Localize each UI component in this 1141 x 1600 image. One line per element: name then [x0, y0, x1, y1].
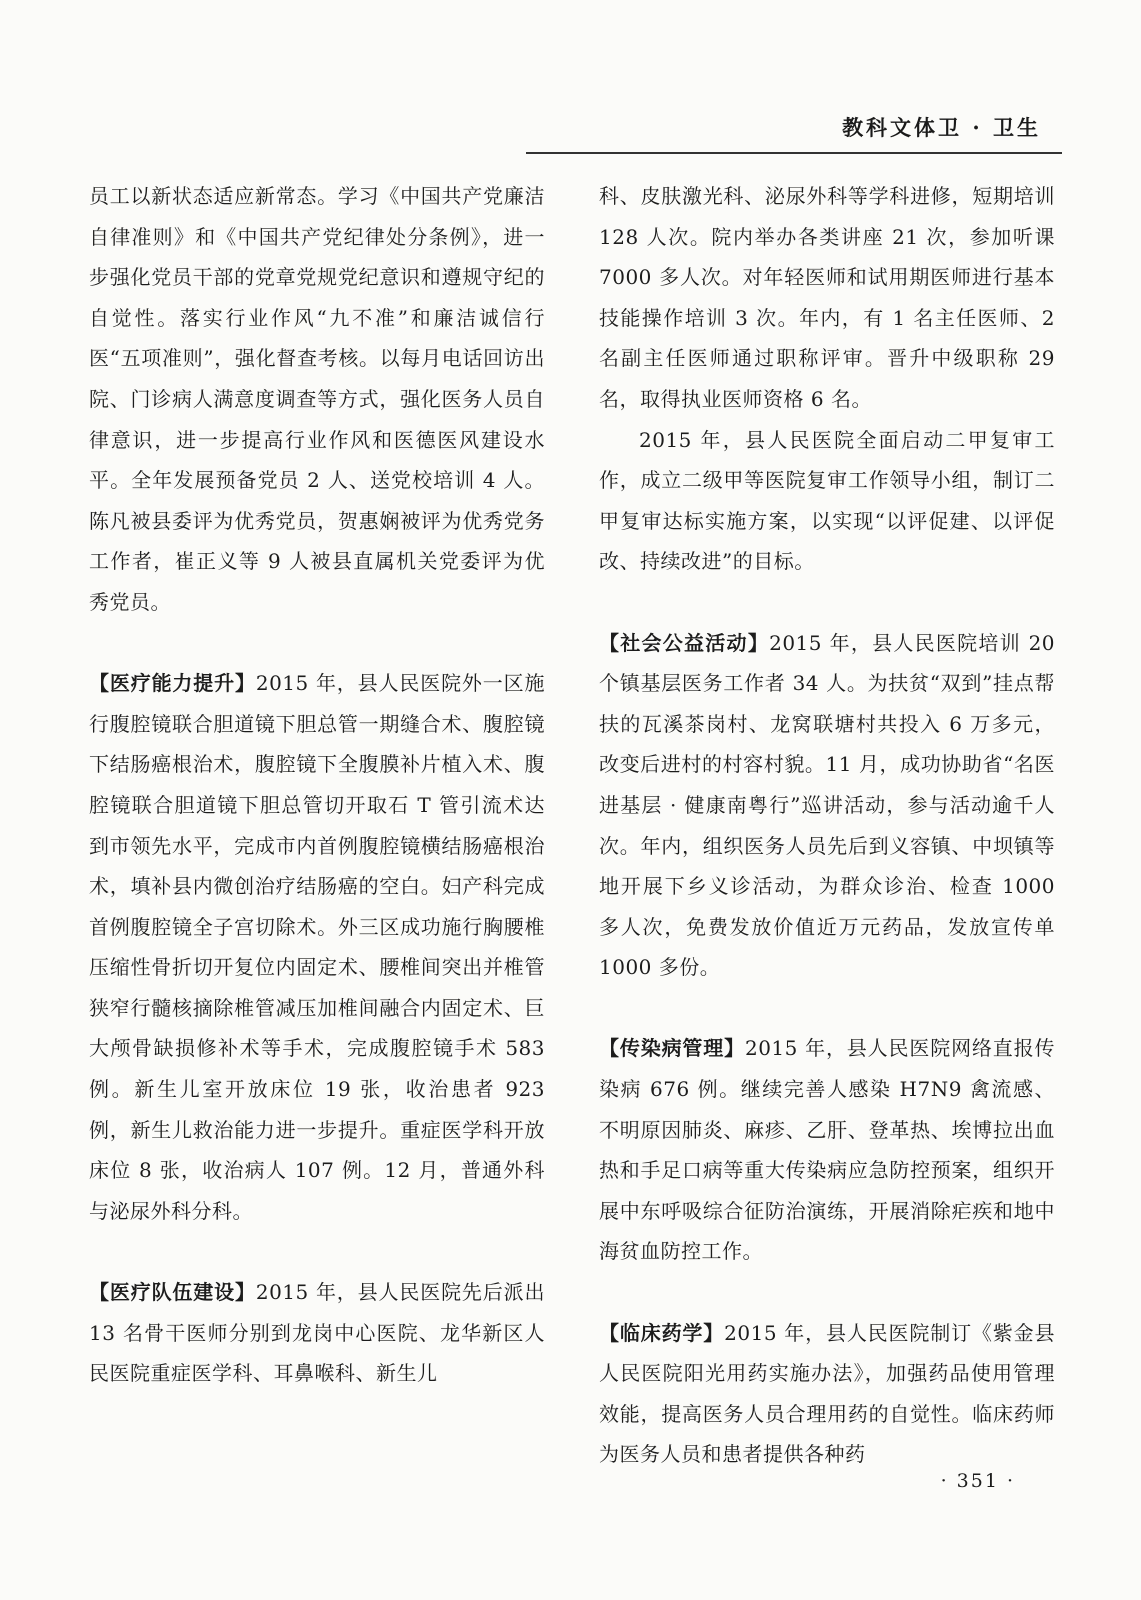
- section-gap: [599, 1272, 1055, 1313]
- section-text-medical-capability: 2015 年，县人民医院外一区施行腹腔镜联合胆道镜下胆总管一期缝合术、腹腔镜下结肠癌根治术，腹腔镜下全腹膜补片植入术、腹腔镜联合胆道镜下胆总管切开取石 T 管引流术达到市领先水平，完成市内首例腹腔镜横结肠癌根治术，填补县内微创治疗结肠癌的空白。妇产科完成首例腹腔镜全子宫切除术。外三区成功施行胸腰椎压缩性骨折切开复位内固定术、腰椎间突出并椎管狭窄行髓核摘除椎管减压加椎间融合内固定术、巨大颅骨缺损修补术等手术，完成腹腔镜手术 583 例。新生儿室开放床位 19 张，收治患者 923 例，新生儿救治能力进一步提升。重症医学科开放床位 8 张，收治病人 107 例。12 月，普通外科与泌尿外科分科。: [89, 671, 545, 1223]
- section-gap: [89, 623, 545, 664]
- right-column: [599, 176, 1055, 1475]
- section-gap: [599, 988, 1055, 1029]
- section-heading-public-welfare: 【社会公益活动】: [599, 630, 770, 655]
- section-heading-medical-team: 【医疗队伍建设】: [89, 1280, 256, 1305]
- left-column: [89, 176, 545, 1394]
- section-heading-clinical-pharmacy: 【临床药学】: [599, 1320, 725, 1345]
- section-heading-medical-capability: 【医疗能力提升】: [89, 671, 256, 696]
- running-head: 教科文体卫 · 卫生: [842, 115, 1041, 140]
- section-infectious-disease: [599, 1028, 1055, 1272]
- header-rule: [526, 152, 1062, 154]
- section-text-clinical-pharmacy: 2015 年，县人民医院制订《紫金县人民医院阳光用药实施办法》，加强药品使用管理效能，提高医务人员合理用药的自觉性。临床药师为医务人员和患者提供各种药: [599, 1320, 1056, 1467]
- section-clinical-pharmacy: [599, 1313, 1055, 1475]
- page-number: · 351 ·: [940, 1470, 1015, 1492]
- paragraph-training-continued: 科、皮肤激光科、泌尿外科等学科进修，短期培训 128 人次。院内举办各类讲座 21 次，参加听课 7000 多人次。对年轻医师和试用期医师进行基本技能操作培训 3 次。年内，有 1 名主任医师、2 名副主任医师通过职称评审。晋升中级职称 29 名，取得执业医师资格 6 名。: [599, 184, 1055, 411]
- section-heading-infectious-disease: 【传染病管理】: [599, 1036, 745, 1061]
- section-gap: [89, 1231, 545, 1272]
- paragraph-party-discipline: 员工以新状态适应新常态。学习《中国共产党廉洁自律准则》和《中国共产党纪律处分条例》，进一步强化党员干部的党章党规党纪意识和遵规守纪的自觉性。落实行业作风“九不准”和廉洁诚信行医“五项准则”，强化督查考核。以每月电话回访出院、门诊病人满意度调查等方式，强化医务人员自律意识，进一步提高行业作风和医德医风建设水平。全年发展预备党员 2 人、送党校培训 4 人。陈凡被县委评为优秀党员，贺惠娴被评为优秀党务工作者，崔正义等 9 人被县直属机关党委评为优秀党员。: [89, 184, 545, 614]
- section-text-public-welfare: 2015 年，县人民医院培训 20 个镇基层医务工作者 34 人。为扶贫“双到”挂点帮扶的瓦溪茶岗村、龙窝联塘村共投入 6 万多元，改变后进村的村容村貌。11 月，成功协助省“名医进基层 · 健康南粤行”巡讲活动，参与活动逾千人次。年内，组织医务人员先后到义容镇、中坝镇等地开展下乡义诊活动，为群众诊治、检查 1000 多人次，免费发放价值近万元药品，发放宣传单 1000 多份。: [599, 630, 1056, 980]
- section-medical-capability: [89, 663, 545, 1231]
- section-gap: [599, 582, 1055, 623]
- paragraph-hospital-review: 2015 年，县人民医院全面启动二甲复审工作，成立二级甲等医院复审工作领导小组，制订二甲复审达标实施方案，以实现“以评促建、以评促改、持续改进”的目标。: [599, 427, 1055, 574]
- section-medical-team: [89, 1272, 545, 1394]
- section-text-infectious-disease: 2015 年，县人民医院网络直报传染病 676 例。继续完善人感染 H7N9 禽流感、不明原因肺炎、麻疹、乙肝、登革热、埃博拉出血热和手足口病等重大传染病应急防控预案，组织开展中东呼吸综合征防治演练，开展消除疟疾和地中海贫血防控工作。: [599, 1036, 1055, 1264]
- section-text-medical-team: 2015 年，县人民医院先后派出 13 名骨干医师分别到龙岗中心医院、龙华新区人民医院重症医学科、耳鼻喉科、新生儿: [89, 1280, 545, 1386]
- section-public-welfare: [599, 623, 1055, 988]
